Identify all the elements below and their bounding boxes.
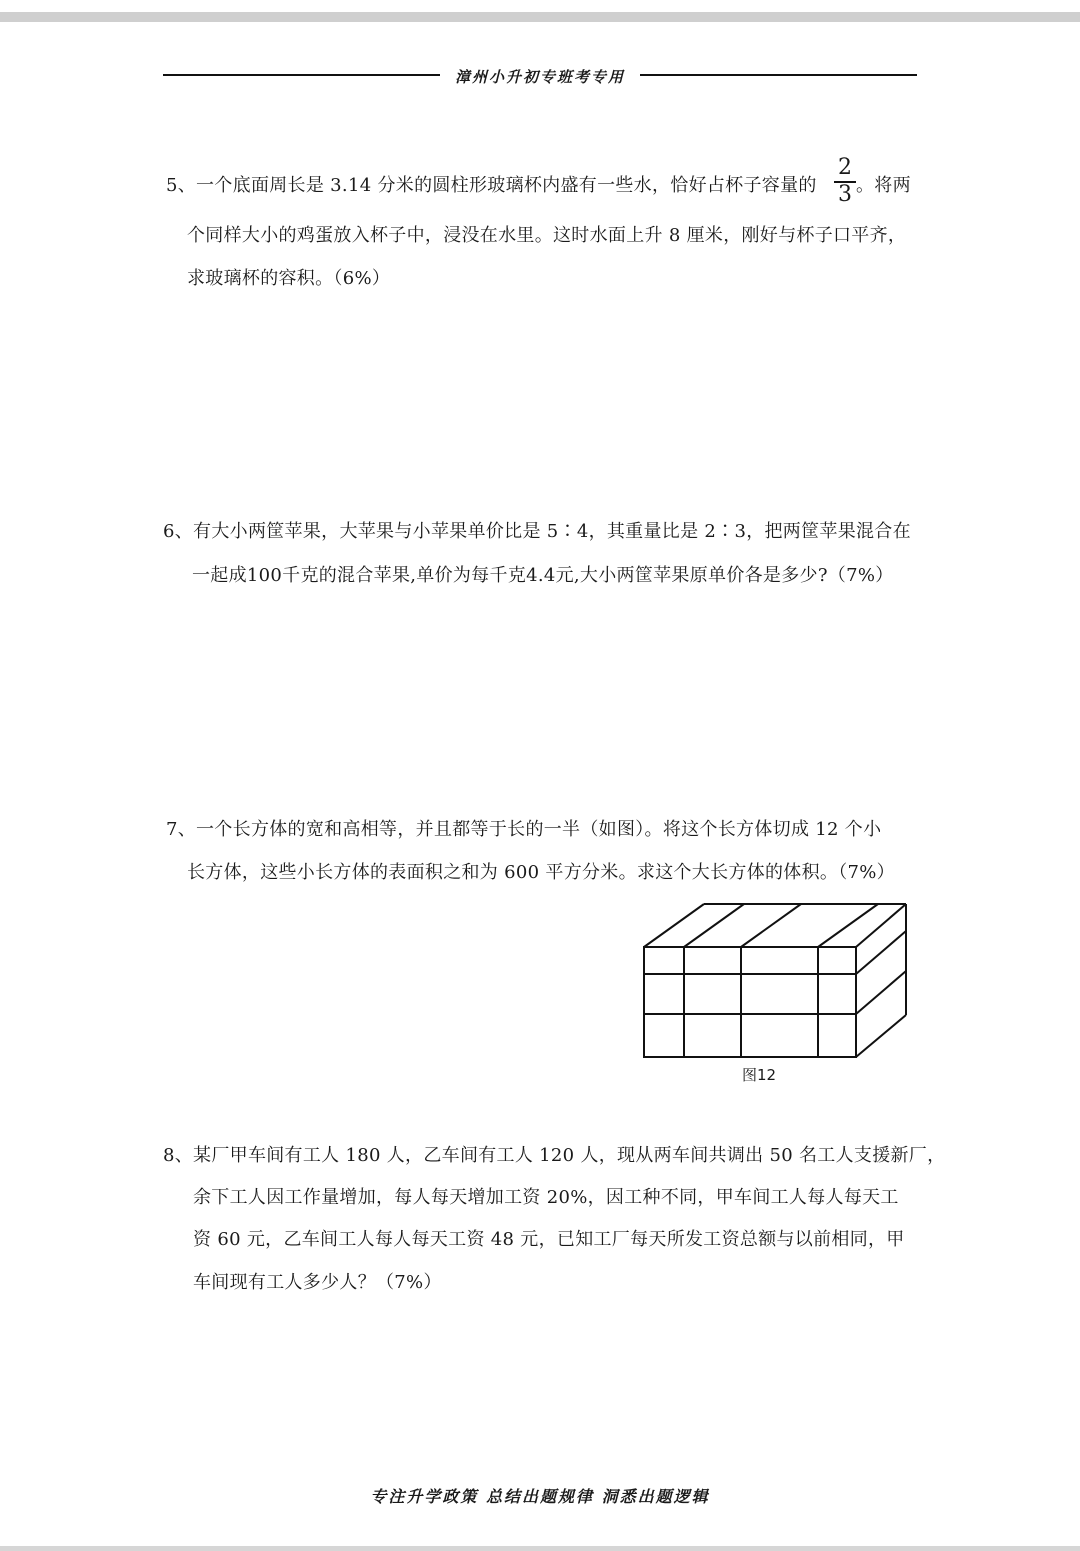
cuboid-figure [640, 900, 912, 1062]
q5-line-1-end: 。将两 [856, 175, 911, 196]
q7-line-2: 长方体，这些小长方体的表面积之和为 600 平方分米。求这个大长方体的体积。（7%） [187, 862, 895, 883]
q6-line-1: 6、有大小两筐苹果，大苹果与小苹果单价比是 5∶4，其重量比是 2∶3，把两筐苹果混合在 [163, 521, 911, 542]
page-footer: 专注升学政策 总结出题规律 洞悉出题逻辑 [370, 1487, 710, 1506]
q5-line-1: 5、一个底面周长是 3.14 分米的圆柱形玻璃杯内盛有一些水，恰好占杯子容量的 [166, 175, 817, 196]
figure-caption: 图12 [742, 1066, 777, 1084]
fraction-numerator: 2 [838, 155, 852, 180]
bottom-border [0, 1546, 1080, 1551]
fraction-denominator: 3 [838, 181, 852, 207]
top-border [0, 12, 1080, 22]
q8-line-1: 8、某厂甲车间有工人 180 人，乙车间有工人 120 人，现从两车间共调出 50 名工人支援新厂， [163, 1145, 946, 1166]
q8-line-3: 资 60 元，乙车间工人每人每天工资 48 元，已知工厂每天所发工资总额与以前相同，甲 [193, 1229, 905, 1250]
q8-line-2: 余下工人因工作量增加，每人每天增加工资 20%，因工种不同，甲车间工人每人每天工 [193, 1187, 899, 1208]
q5-line-2: 个同样大小的鸡蛋放入杯子中，浸没在水里。这时水面上升 8 厘米，刚好与杯子口平齐， [187, 225, 907, 246]
q8-line-4: 车间现有工人多少人？（7%） [193, 1272, 442, 1293]
q7-line-1: 7、一个长方体的宽和高相等，并且都等于长的一半（如图）。将这个长方体切成 12 个小 [166, 819, 882, 840]
cuboid-front-face [644, 947, 856, 1057]
q5-line-3: 求玻璃杯的容积。（6%） [187, 268, 391, 289]
fraction-two-thirds [834, 156, 856, 207]
page-header: 漳州小升初专班考专用 [440, 66, 640, 87]
q6-line-2: 一起成100千克的混合苹果,单价为每千克4.4元,大小两筐苹果原单价各是多少?（7%） [192, 565, 894, 586]
